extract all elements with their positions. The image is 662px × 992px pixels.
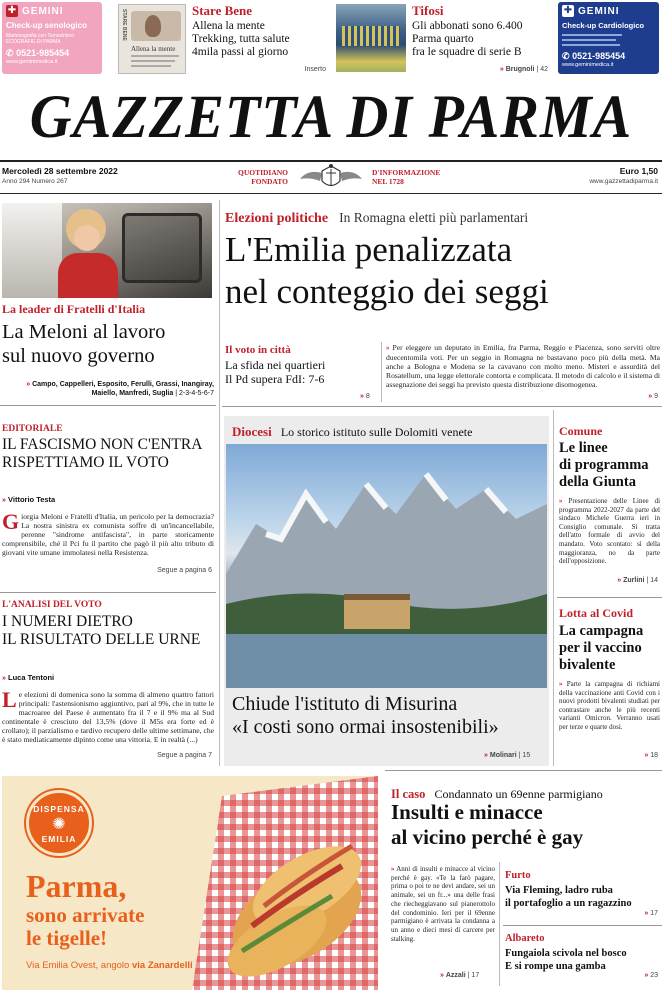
chevron-icon: »: [386, 344, 390, 352]
analisi-text: e elezioni di domenica sono la somma di almeno quattro fattori principali: l'astensionismo aggiuntivo, pari al 9%, che in tutte le macroaree del Paese è aumentato fra il 7 e il 9% ma al Sud continentale è cresciuto del 13,5% (dove il M5s era forte ed è crollato); il parzialismo e tardivo recupero delle ultime settimane, che è stato mediaticamente dipinto come una vittoria. E in realtà (...): [2, 690, 214, 744]
masthead-site[interactable]: www.gazzettadiparma.it: [589, 178, 658, 185]
divider: [557, 597, 662, 598]
chevron-icon: »: [391, 865, 395, 873]
ad-headline-1: Parma,: [26, 868, 127, 904]
meloni-byline: » Campo, Cappelleri, Esposito, Ferulli, Grassi, Inangiray, Maiello, Manfredi, Suglia | 2-3-4-5-6-7: [26, 381, 214, 397]
editoriale-text: iorgia Meloni e Fratelli d'Italia, un pericolo per la democrazia? La nostra sinistra ex comunista soffre di un'incancellabile, perenne "sindrome antifascista", in parte storicamente comprensibile, ché il Pci fu il partito che pagò il più alto tributo di giovani vite umane immolatesi nella Resistenza.: [2, 512, 214, 557]
furto-page: 17: [650, 910, 658, 917]
lead-body-text: Per eleggere un deputato in Emilia, fra Parma, Reggio e Piacenza, sono serviti oltre duecentomila voti. Per un seggio in Romagna ne bastavano poco più della metà. Ma anche a Bologna e Modena se la cavavano con molto meno. Misteri e assurdità del Rosatellum, una legge elettorale contorta e complicata. Il metodo di calcolo e il sistema di assegnazione dei seggi ha previsto questa distribuzione disomogenea.: [386, 343, 660, 389]
analisi-author-name: Luca Tentoni: [8, 673, 55, 682]
comune-author: Zurlini: [623, 577, 645, 584]
phone-icon: ✆: [562, 51, 570, 61]
chevron-icon: »: [617, 577, 622, 584]
cross-icon: ✚: [563, 5, 573, 16]
chevron-icon: »: [26, 381, 31, 388]
ad-headline-2: sono arrivate le tigelle!: [26, 903, 145, 950]
caso-subkicker: Condannato un 69enne parmigiano: [434, 787, 603, 801]
lead-side-page: 8: [365, 393, 370, 400]
masthead-motto-right: D'INFORMAZIONE NEL 1728: [372, 168, 441, 186]
chevron-icon: »: [559, 497, 563, 505]
stadium-photo: [336, 4, 406, 72]
masthead-title: GAZZETTA DI PARMA: [29, 82, 633, 151]
albareto-kicker: Albareto: [505, 933, 545, 944]
masthead-price: Euro 1,50: [619, 166, 658, 176]
ad-title: Check-up Cardiologico: [562, 21, 645, 30]
dispensa-badge: [26, 790, 92, 856]
cross-icon: ✚: [7, 5, 17, 16]
editoriale-headline[interactable]: IL FASCISMO NON C'ENTRA RISPETTIAMO IL VOTO: [2, 436, 203, 471]
furto-headline[interactable]: Via Fleming, ladro ruba il portafoglio a un ragazzino: [505, 885, 632, 909]
ad-gemini-senologico[interactable]: [2, 2, 102, 74]
ad-line1: Mammografia con Tomosintesi: [6, 33, 74, 39]
caso-body: [391, 865, 495, 943]
meloni-authors: Campo, Cappelleri, Esposito, Ferulli, Grassi, Inangiray, Maiello, Manfredi, Suglia: [32, 381, 214, 397]
meloni-kicker: La leader di Fratelli d'Italia: [2, 302, 146, 316]
comune-page: 14: [650, 577, 658, 584]
chevron-icon: »: [440, 972, 444, 979]
chevron-icon: »: [559, 680, 563, 688]
analisi-author: [2, 673, 54, 682]
divider: [222, 406, 662, 407]
ad-line2: ECOGRAFIE DI PARMA: [6, 39, 61, 45]
divider: [503, 925, 662, 926]
diocesi-ref: » Molinari | 15: [484, 752, 531, 759]
ad-url: www.geminimedica.it: [562, 62, 614, 68]
diocesi-headline[interactable]: Chiude l'istituto di Misurina «I costi sono ormai insostenibili»: [232, 693, 499, 738]
ad-phone-number: 0521-985454: [572, 51, 626, 61]
analisi-dropcap: L: [2, 687, 17, 712]
editoriale-body: [2, 509, 214, 557]
ad-url: www.geminimedica.it: [6, 59, 58, 65]
thumb-brand: STARE BENE: [121, 9, 127, 41]
analisi-continued[interactable]: Segue a pagina 7: [157, 752, 212, 759]
chevron-icon: »: [648, 393, 653, 400]
gemini-brand: GEMINI: [22, 5, 64, 17]
diocesi-subkicker: Lo storico istituto sulle Dolomiti venete: [280, 425, 473, 439]
albareto-ref: [644, 972, 658, 979]
teaser-author: Brugnoli: [505, 66, 535, 73]
chevron-icon: »: [2, 497, 6, 504]
chevron-icon: »: [484, 752, 488, 759]
ad-phone-number: 0521-985454: [16, 48, 70, 58]
gemini-logo: [562, 5, 655, 17]
meloni-headline[interactable]: La Meloni al lavoro sul nuovo governo: [2, 321, 166, 367]
diocesi-author: Molinari: [489, 752, 517, 759]
analisi-body: [2, 687, 214, 744]
teaser-ref-label: Inserto: [304, 66, 326, 73]
caso-ref: » Azzali | 17: [440, 972, 480, 979]
gemini-brand: GEMINI: [578, 5, 620, 17]
lead-kicker-row: [225, 207, 660, 227]
lead-kicker: Elezioni politiche: [225, 211, 329, 226]
caso-author: Azzali: [445, 972, 466, 979]
lead-page: 9: [654, 393, 658, 400]
covid-text: Parte la campagna di richiami della vaccinazione anti Covid con i nuovi prodotti bivalenti studiati per contrastare anche le più recenti varianti Omicron. Verranno usati per terze e quarte dosi.: [559, 680, 661, 731]
divider: [0, 405, 216, 406]
misurina-photo: [226, 444, 547, 688]
masthead-motto-left: QUOTIDIANO FONDATO: [237, 168, 288, 186]
comune-body: [559, 497, 660, 566]
ad-address-prefix: Via Emilia Ovest, angolo: [26, 960, 130, 971]
phone-icon: ✆: [6, 48, 14, 58]
editoriale-continued[interactable]: Segue a pagina 6: [157, 567, 212, 574]
teaser-page: 42: [540, 66, 548, 73]
divider: [0, 160, 662, 162]
comune-ref: » Zurlini | 14: [617, 577, 658, 584]
meloni-photo: [2, 203, 212, 298]
crest-icon: [296, 163, 366, 193]
orange-slice-icon: ✺: [52, 814, 66, 833]
covid-page: 18: [650, 752, 658, 759]
covid-body: [559, 680, 660, 732]
column-divider: [499, 862, 500, 986]
comune-kicker: Comune: [559, 424, 603, 438]
column-divider: [553, 410, 554, 766]
teaser-kicker: Tifosi: [412, 3, 444, 18]
teaser-kicker: Stare Bene: [192, 3, 253, 18]
chevron-icon: »: [2, 675, 6, 682]
lead-side-kicker: Il voto in città: [225, 344, 291, 356]
teaser-tifosi[interactable]: [412, 3, 552, 75]
ad-dispensa-emilia[interactable]: [2, 776, 378, 990]
covid-headline[interactable]: La campagna per il vaccino bivalente: [559, 623, 644, 673]
column-divider: [381, 342, 382, 402]
teaser-ref: » Brugnoli | 42: [499, 66, 548, 73]
diocesi-page: 15: [522, 752, 531, 759]
lead-subkicker: In Romagna eletti più parlamentari: [339, 210, 529, 225]
editoriale-author-name: Vittorio Testa: [8, 495, 56, 504]
masthead-date: Mercoledì 28 settembre 2022: [2, 166, 118, 176]
analisi-headline[interactable]: I NUMERI DIETRO IL RISULTATO DELLE URNE: [2, 613, 201, 648]
lead-side-text[interactable]: La sfida nei quartieri Il Pd supera FdI: 7-6: [225, 358, 326, 386]
albareto-page: 23: [650, 972, 658, 979]
teaser-text: Gli abbonati sono 6.400 Parma quarto fra le squadre di serie B: [412, 20, 523, 58]
chevron-icon: »: [644, 910, 649, 917]
ad-phone: [6, 48, 98, 59]
gemini-logo: [6, 5, 98, 17]
chevron-icon: »: [644, 752, 649, 759]
lead-ref: [648, 393, 658, 400]
divider: [385, 770, 662, 771]
chevron-icon: »: [644, 972, 649, 979]
divider: [0, 193, 662, 194]
column-divider: [219, 200, 220, 766]
badge-bottom: EMILIA: [41, 834, 77, 844]
ad-phone: [562, 51, 655, 62]
editoriale-author: [2, 495, 55, 504]
analisi-kicker: L'ANALISI DEL VOTO: [2, 600, 102, 610]
diocesi-kicker-row: [232, 421, 472, 440]
stare-bene-thumbnail: [118, 4, 186, 74]
meloni-pages: 2-3-4-5-6-7: [178, 390, 214, 397]
lead-side-ref: [360, 393, 370, 400]
diocesi-kicker: Diocesi: [232, 424, 272, 439]
covid-ref: [644, 752, 658, 759]
masthead-issue: Anno 294 Numero 267: [2, 178, 68, 185]
chevron-icon: »: [360, 393, 364, 400]
caso-headline[interactable]: Insulti e minacce al vicino perché è gay: [391, 800, 584, 849]
teaser-stare-bene[interactable]: [192, 3, 326, 75]
ad-gemini-cardiologico[interactable]: [558, 2, 659, 74]
divider: [0, 592, 216, 593]
editoriale-dropcap: G: [2, 509, 20, 534]
albareto-headline[interactable]: Fungaiola scivola nel bosco E si rompe una gamba: [505, 948, 627, 972]
caso-kicker: Il caso: [391, 787, 426, 801]
thumb-caption: Allena la mente: [131, 45, 176, 53]
comune-text: Presentazione delle Linee di programma 2022-2027 da parte del sindaco Michele Guerra ieri in Consiglio comunale. Si tratta dell'atto formale di avvio del mandato. Voto scontato: sì della maggioranza, no da parte dell'opposizione.: [559, 497, 661, 566]
teaser-text: Allena la mente Trekking, tutta salute 4mila passi al giorno: [192, 20, 290, 58]
ad-title: Check-up senologico: [6, 21, 87, 30]
editoriale-kicker: EDITORIALE: [2, 424, 63, 434]
caso-text: Anni di insulti e minacce al vicino perché è gay. «Te la farò pagare, prima o poi te ne devi andare, sei un animale, sei un fr...» una delle frasi che riecheggiavano sul pianerottolo del condominio. Ieri per il 69enne parmigiano è arrivata la condanna a un anno e dieci mesi di carcere per stalking.: [391, 865, 495, 943]
lead-headline[interactable]: L'Emilia penalizzata nel conteggio dei seggi: [225, 230, 549, 311]
covid-kicker: Lotta al Covid: [559, 606, 634, 620]
badge-top: DISPENSA: [33, 804, 85, 814]
caso-page: 17: [471, 972, 480, 979]
teaser-ref: [305, 66, 326, 73]
chevron-icon: »: [499, 66, 504, 73]
ad-address: [26, 960, 193, 971]
comune-headline[interactable]: Le linee di programma della Giunta: [559, 440, 649, 490]
ad-address-bold: via Zanardelli: [131, 960, 193, 971]
furto-kicker: Furto: [505, 870, 531, 881]
lead-body: [386, 343, 660, 389]
furto-ref: [644, 910, 658, 917]
